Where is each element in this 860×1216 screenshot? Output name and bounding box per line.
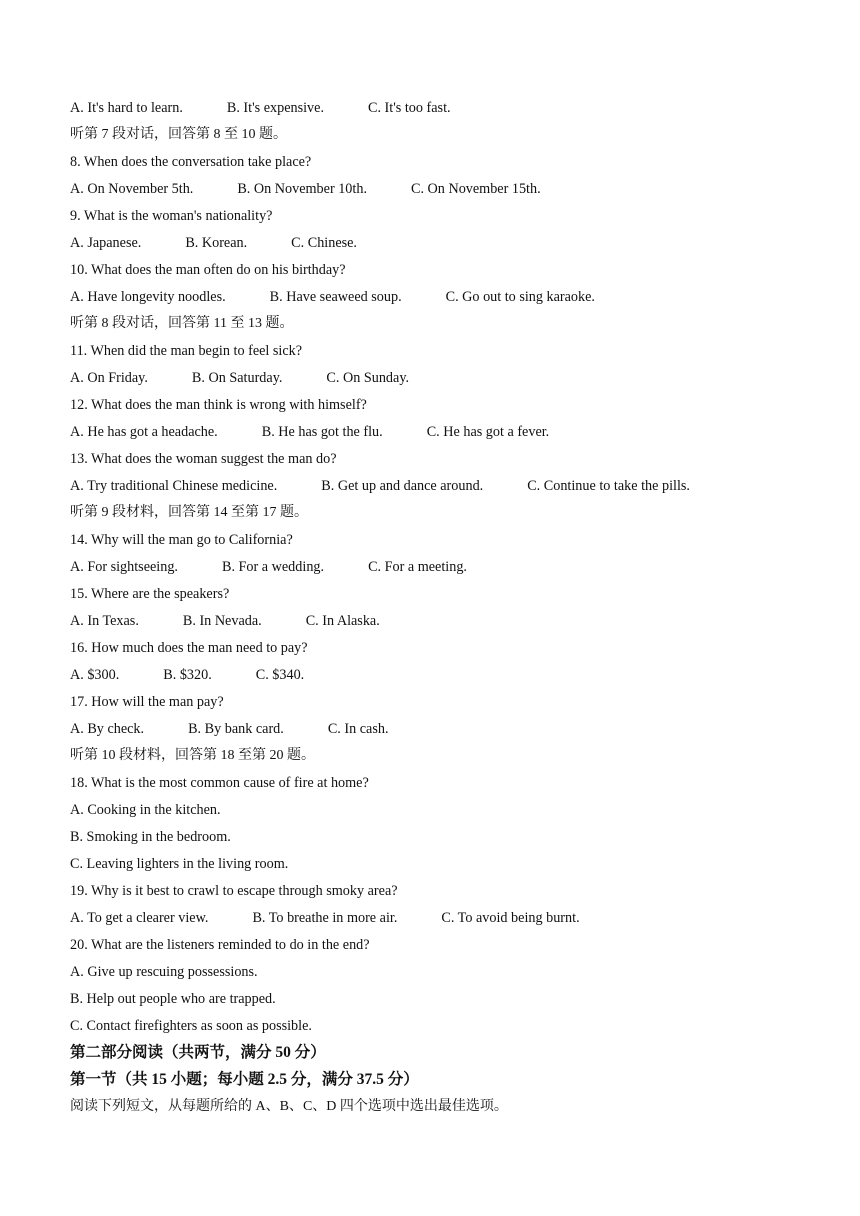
question-text: 12. What does the man think is wrong with himself? xyxy=(70,397,367,413)
answer-option: B. Have seaweed soup. xyxy=(269,289,402,305)
question-text: 10. What does the man often do on his birthday? xyxy=(70,262,346,278)
question-text: 13. What does the woman suggest the man do? xyxy=(70,451,337,467)
answer-option: B. In Nevada. xyxy=(182,613,262,629)
question-text: 8. When does the conversation take place? xyxy=(70,154,312,170)
option-row xyxy=(70,420,800,447)
exam-page xyxy=(70,96,800,1122)
answer-option: C. It's too fast. xyxy=(368,100,451,116)
option-row xyxy=(70,474,800,501)
listening-instruction: 听第 7 段对话，回答第 8 至 10 题。 xyxy=(70,127,287,142)
answer-option: C. In Alaska. xyxy=(305,613,380,629)
listening-instruction: 听第 9 段材料，回答第 14 至第 17 题。 xyxy=(70,505,308,520)
answer-option: A. Have longevity noodles. xyxy=(70,289,226,305)
answer-option: A. By check. xyxy=(70,721,145,737)
answer-option: A. To get a clearer view. xyxy=(70,910,209,926)
answer-option: C. Go out to sing karaoke. xyxy=(445,289,595,305)
answer-option: C. $340. xyxy=(255,667,305,683)
option-row xyxy=(70,906,800,933)
answer-option: B. For a wedding. xyxy=(221,559,325,575)
answer-option: B. On November 10th. xyxy=(237,181,367,197)
question-text: 9. What is the woman's nationality? xyxy=(70,208,273,224)
question-text: 20. What are the listeners reminded to do in the end? xyxy=(70,937,370,953)
answer-option: A. It's hard to learn. xyxy=(70,100,183,116)
answer-option: B. $320. xyxy=(163,667,212,683)
question-text: C. Contact firefighters as soon as possible. xyxy=(70,1018,312,1034)
answer-option: B. It's expensive. xyxy=(226,100,324,116)
question-text: 11. When did the man begin to feel sick? xyxy=(70,343,303,359)
answer-option: C. Continue to take the pills. xyxy=(527,478,690,494)
option-row xyxy=(70,96,800,123)
question-text: 14. Why will the man go to California? xyxy=(70,532,293,548)
option-row xyxy=(70,717,800,744)
question-text: 16. How much does the man need to pay? xyxy=(70,640,308,656)
answer-option: B. Get up and dance around. xyxy=(321,478,484,494)
answer-option: C. He has got a fever. xyxy=(426,424,550,440)
option-row xyxy=(70,555,800,582)
answer-option: C. Chinese. xyxy=(291,235,357,251)
answer-option: B. By bank card. xyxy=(188,721,284,737)
question-text: B. Smoking in the bedroom. xyxy=(70,829,231,845)
answer-option: C. On Sunday. xyxy=(326,370,410,386)
question-text: A. Cooking in the kitchen. xyxy=(70,802,221,818)
option-row xyxy=(70,177,800,204)
question-text: B. Help out people who are trapped. xyxy=(70,991,276,1007)
answer-option: A. $300. xyxy=(70,667,120,683)
option-row xyxy=(70,366,800,393)
answer-option: A. For sightseeing. xyxy=(70,559,178,575)
option-row xyxy=(70,285,800,312)
listening-instruction: 听第 8 段对话，回答第 11 至 13 题。 xyxy=(70,316,294,331)
listening-instruction: 听第 10 段材料，回答第 18 至第 20 题。 xyxy=(70,748,315,763)
answer-option: C. To avoid being burnt. xyxy=(441,910,580,926)
option-row xyxy=(70,663,800,690)
answer-option: A. On Friday. xyxy=(70,370,148,386)
section-heading: 第一节（共 15 小题；每小题 2.5 分，满分 37.5 分） xyxy=(70,1071,419,1088)
answer-option: A. He has got a headache. xyxy=(70,424,218,440)
section-heading: 第二部分阅读（共两节，满分 50 分） xyxy=(70,1044,326,1061)
question-text: 19. Why is it best to crawl to escape through smoky area? xyxy=(70,883,398,899)
answer-option: A. Japanese. xyxy=(70,235,142,251)
question-text: 15. Where are the speakers? xyxy=(70,586,230,602)
answer-option: A. On November 5th. xyxy=(70,181,194,197)
answer-option: B. Korean. xyxy=(185,235,248,251)
question-text: 17. How will the man pay? xyxy=(70,694,224,710)
listening-instruction: 阅读下列短文，从每题所给的 A、B、C、D 四个选项中选出最佳选项。 xyxy=(70,1099,508,1114)
answer-option: C. On November 15th. xyxy=(411,181,541,197)
question-text: C. Leaving lighters in the living room. xyxy=(70,856,289,872)
option-row xyxy=(70,231,800,258)
answer-option: A. Try traditional Chinese medicine. xyxy=(70,478,278,494)
option-row xyxy=(70,609,800,636)
answer-option: C. In cash. xyxy=(327,721,389,737)
answer-option: B. On Saturday. xyxy=(191,370,283,386)
question-text: 18. What is the most common cause of fire at home? xyxy=(70,775,369,791)
answer-option: B. He has got the flu. xyxy=(261,424,383,440)
answer-option: C. For a meeting. xyxy=(368,559,467,575)
answer-option: B. To breathe in more air. xyxy=(252,910,398,926)
question-text: A. Give up rescuing possessions. xyxy=(70,964,258,980)
answer-option: A. In Texas. xyxy=(70,613,139,629)
